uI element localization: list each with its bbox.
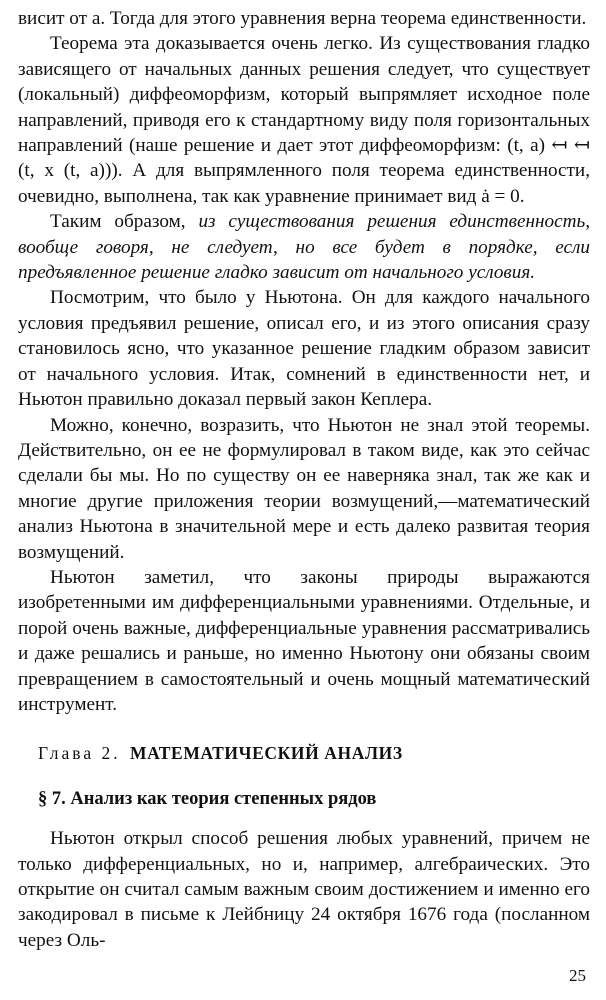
paragraph-differential-equations: Ньютон заметил, что законы природы выражаются изобретенными им дифференциальными уравнениями. Отдельные, и порой очень важные, дифференциальные уравнения рассматривались и даже решались и раньше, но именно Ньютону они обязаны своим превращением в самостоятельный и очень мощный математический инструмент. <box>18 566 590 715</box>
conclusion-lead: Таким образом, <box>50 211 199 233</box>
section-heading: § 7. Анализ как теория степенных рядов <box>38 788 377 809</box>
chapter-heading <box>18 741 590 766</box>
paragraph-continuation: висит от a. Тогда для этого уравнения верна теорема единственности. <box>18 8 587 29</box>
chapter-label: Глава 2. <box>38 743 121 764</box>
paragraph-conclusion <box>18 209 590 285</box>
page-body <box>18 6 590 953</box>
page-number: 25 <box>569 966 586 985</box>
paragraph-objection: Можно, конечно, возразить, что Ньютон не знал этой теоремы. Действительно, он ее не формулировал в таком виде, как это сейчас сделали бы мы. Но по существу он ее наверняка знал, так же как и многие другие приложения теории возмущений,—математический анализ Ньютона в значительной мере и есть далеко развитая теория возмущений. <box>18 414 590 563</box>
conclusion-italic: из существования решения единственность, вообще говоря, не следует, но все будет в порядке, если предъявленное решение гладко зависит от начального условия. <box>18 211 591 284</box>
paragraph-newton-method: Ньютон открыл способ решения любых уравнений, причем не только дифференциальных, но и, например, алгебраических. Это открытие он считал самым важным своим достижением и именно его закодировал в письме к Лейбницу 24 октября 1676 года (посланном через Оль- <box>18 828 590 951</box>
paragraph-newton-solution: Посмотрим, что было у Ньютона. Он для каждого начального условия предъявил решение, описал его, и из этого описания сразу становилось ясно, что указанное решение гладким образом зависит от начального условия. Итак, сомнений в единственности нет, и Ньютон правильно доказал первый закон Кеплера. <box>18 287 590 411</box>
chapter-title: МАТЕМАТИЧЕСКИЙ АНАЛИЗ <box>129 743 403 764</box>
paragraph-theorem-proof: Теорема эта доказывается очень легко. Из существования гладко зависящего от начальных данных решения следует, что существует (локальный) диффеоморфизм, который выпрямляет исходное поле направлений, приводя его к стандартному виду поля горизонтальных направлений (наше решение и дает этот диффеоморфизм: (t, a) ↤ ↤ (t, x (t, a))). А для выпрямленного поля теорема единственности, очевидно, выполнена, так как уравнение принимает вид ȧ = 0. <box>18 33 590 207</box>
